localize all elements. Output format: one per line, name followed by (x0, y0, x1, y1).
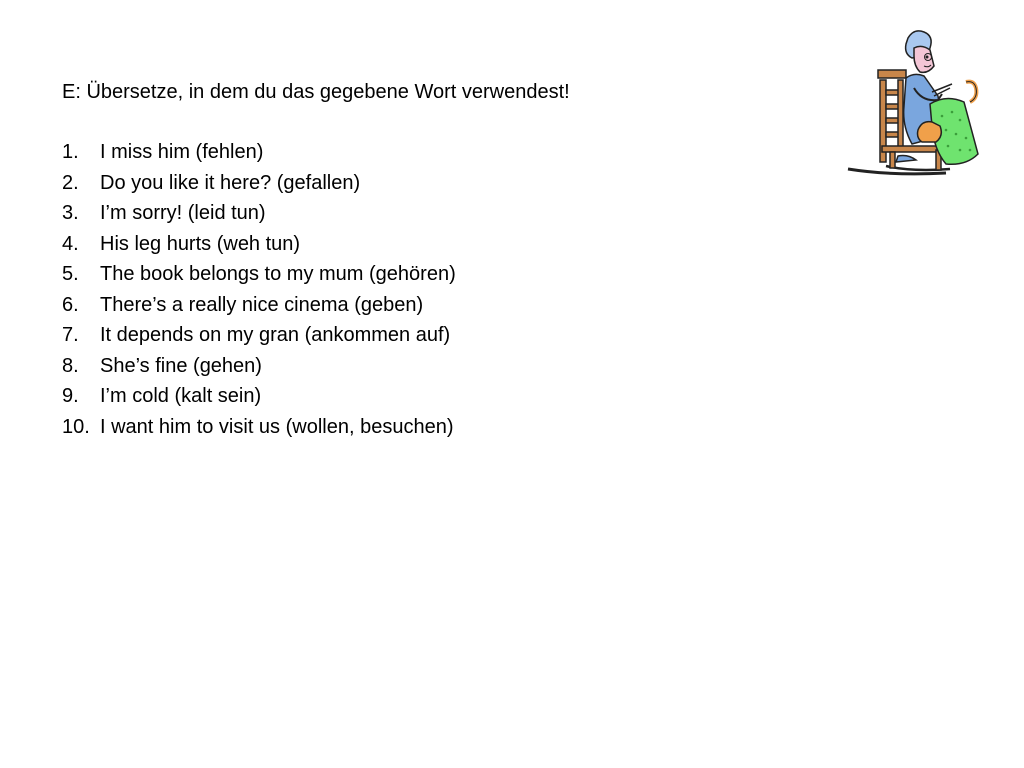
item-text: I miss him (fehlen) (100, 141, 264, 163)
list-item (62, 259, 456, 290)
list-item (62, 320, 456, 351)
item-text: Do you like it here? (gefallen) (100, 171, 361, 194)
list-item (62, 290, 456, 321)
item-text: The book belongs to my mum (gehören) (100, 263, 456, 285)
item-number: 10. (62, 415, 90, 438)
item-number: 7. (62, 324, 79, 346)
item-number: 2. (62, 171, 79, 194)
item-number: 3. (62, 202, 79, 224)
item-number: 4. (62, 232, 79, 255)
item-text: I want him to visit us (wollen, besuchen) (100, 415, 454, 438)
list-item (62, 381, 456, 412)
item-number: 9. (62, 385, 79, 407)
item-text: His leg hurts (weh tun) (100, 232, 301, 255)
exercise-title: E: Übersetze, in dem du das gegebene Wort verwendest! (62, 81, 570, 103)
item-text: It depends on my gran (ankommen auf) (100, 324, 451, 346)
item-text: I’m cold (kalt sein) (100, 385, 262, 407)
list-item (62, 168, 456, 199)
grandma-knitting-rocking-chair-icon (842, 26, 984, 178)
list-item (62, 229, 456, 260)
item-text: I’m sorry! (leid tun) (100, 202, 266, 224)
list-item (62, 412, 456, 443)
item-number: 1. (62, 141, 79, 163)
item-number: 6. (62, 293, 79, 316)
list-item (62, 198, 456, 229)
list-item (62, 137, 456, 168)
list-item (62, 351, 456, 382)
item-number: 5. (62, 263, 79, 285)
item-text: She’s fine (gehen) (100, 354, 262, 377)
exercise-list (62, 137, 456, 442)
item-text: There’s a really nice cinema (geben) (100, 293, 424, 316)
item-number: 8. (62, 354, 79, 377)
